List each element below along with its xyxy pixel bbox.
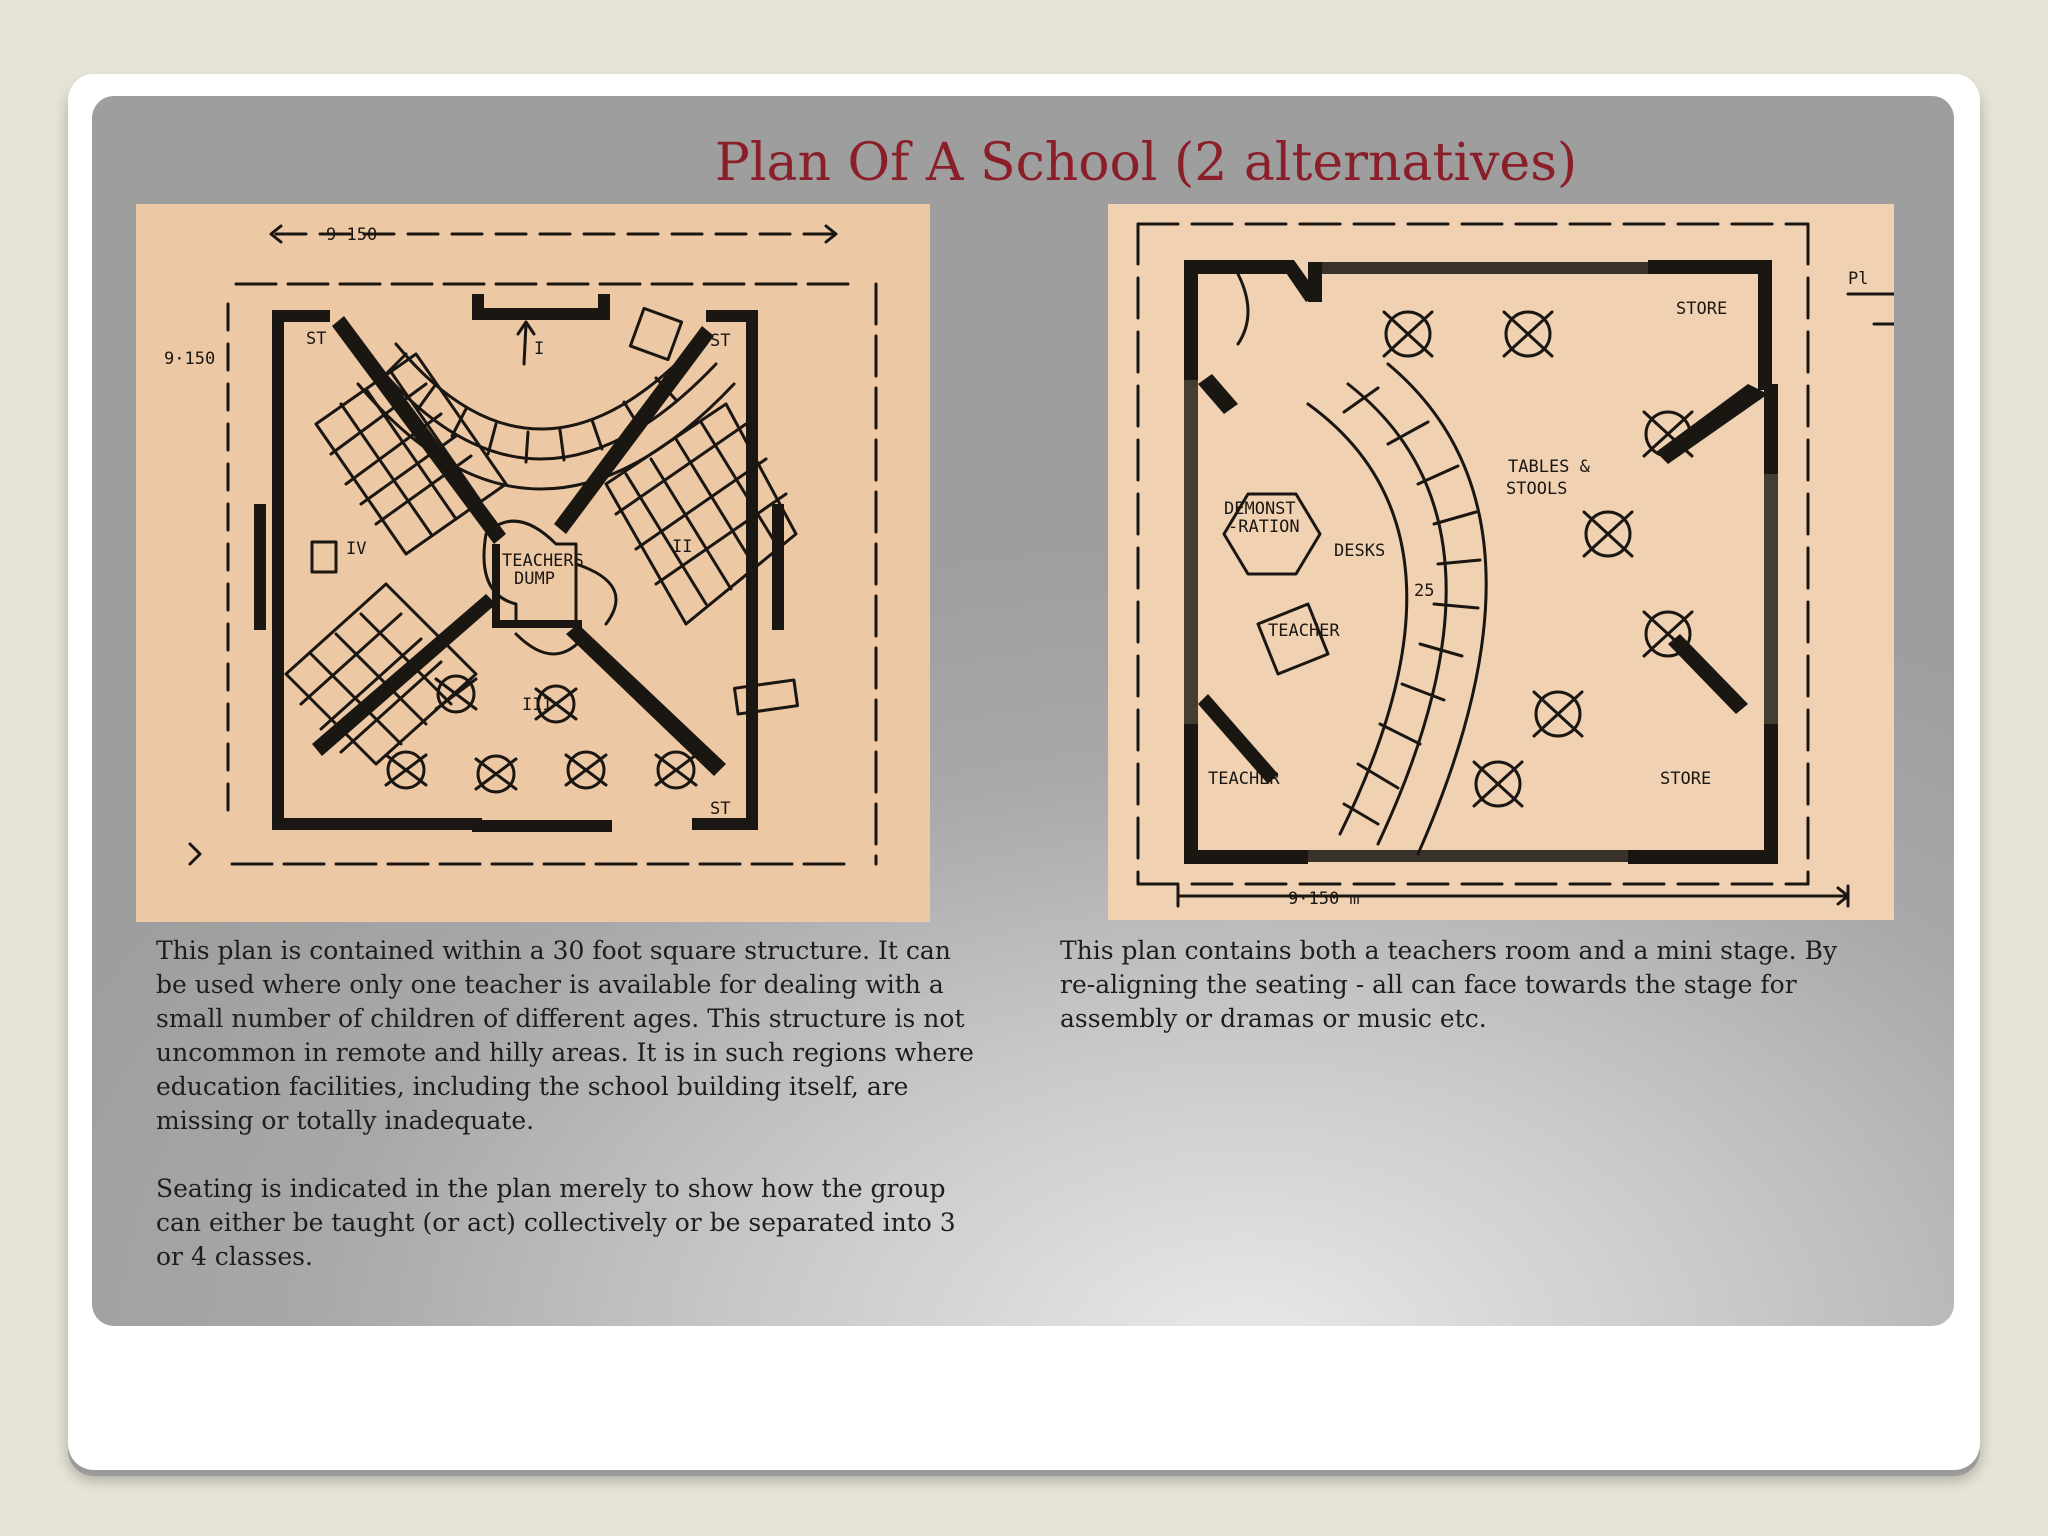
margin-mark: Pl bbox=[1848, 269, 1869, 289]
store-top-right-label: ST bbox=[710, 331, 731, 351]
room-1-label: I bbox=[534, 339, 545, 359]
school-plan-stage-image bbox=[1108, 204, 1894, 920]
demonstration-label-1: DEMONST bbox=[1224, 499, 1296, 519]
store-top-label: STORE bbox=[1676, 299, 1728, 319]
dimension-lines bbox=[1138, 224, 1894, 906]
teacher-desk-top bbox=[630, 308, 681, 359]
dimension-bottom-label: 9·150 m bbox=[1288, 889, 1360, 909]
tables-and-stools bbox=[1384, 312, 1692, 806]
grid-seating-room-4-top bbox=[316, 354, 506, 554]
teachers-dump-label-1: TEACHERS bbox=[502, 551, 584, 571]
store-top-left-label: ST bbox=[306, 329, 327, 349]
school-plan-cross-drawing bbox=[136, 204, 930, 922]
left-plan-description: This plan is contained within a 30 foot square structure. It can be used where only one teacher is available for dealing with a small number of children of different ages. This structure is not uncommon in remote and hilly areas. It is in such regions where education facilities, including the school building itself, are missing or totally inadequate. bbox=[156, 936, 974, 1135]
teacher-desk-left bbox=[312, 542, 336, 572]
school-plan-stage-drawing bbox=[1108, 204, 1894, 920]
teacher-desk-right bbox=[734, 680, 797, 714]
teachers-dump-label-2: DUMP bbox=[514, 569, 555, 589]
teacher-corner-label: TEACHER bbox=[1208, 769, 1280, 789]
teacher-middle-label: TEACHER bbox=[1268, 621, 1340, 641]
dimension-top-label: 9·150 bbox=[326, 225, 378, 245]
tables-label-2: STOOLS bbox=[1506, 479, 1568, 499]
store-bottom-label: STORE bbox=[1660, 769, 1712, 789]
door-swing bbox=[1238, 274, 1248, 344]
slide-title: Plan Of A School (2 alternatives) bbox=[714, 133, 1578, 193]
curved-desks bbox=[1308, 364, 1486, 854]
demonstration-label-2: -RATION bbox=[1228, 517, 1300, 537]
tables-label-1: TABLES & bbox=[1508, 457, 1590, 477]
left-plan-seating-note: Seating is indicated in the plan merely to show how the group can either be taught (or act) collectively or be separated into 3 or 4 classes. bbox=[156, 1174, 956, 1271]
room-3-label: III bbox=[522, 695, 553, 715]
desks-label: DESKS bbox=[1334, 541, 1386, 561]
store-bottom-right-label: ST bbox=[710, 799, 731, 819]
grid-seating-room-4-bottom bbox=[286, 584, 476, 764]
room-2-label: II bbox=[672, 537, 693, 557]
right-plan-description: This plan contains both a teachers room and a mini stage. By re-aligning the seating - all can face towards the stage for assembly or dramas or music etc. bbox=[1060, 936, 1838, 1033]
school-plan-cross-image bbox=[136, 204, 930, 922]
room-4-label: IV bbox=[346, 539, 367, 559]
desks-count-label: 25 bbox=[1414, 581, 1435, 601]
dimension-side-label: 9·150 bbox=[164, 349, 216, 369]
